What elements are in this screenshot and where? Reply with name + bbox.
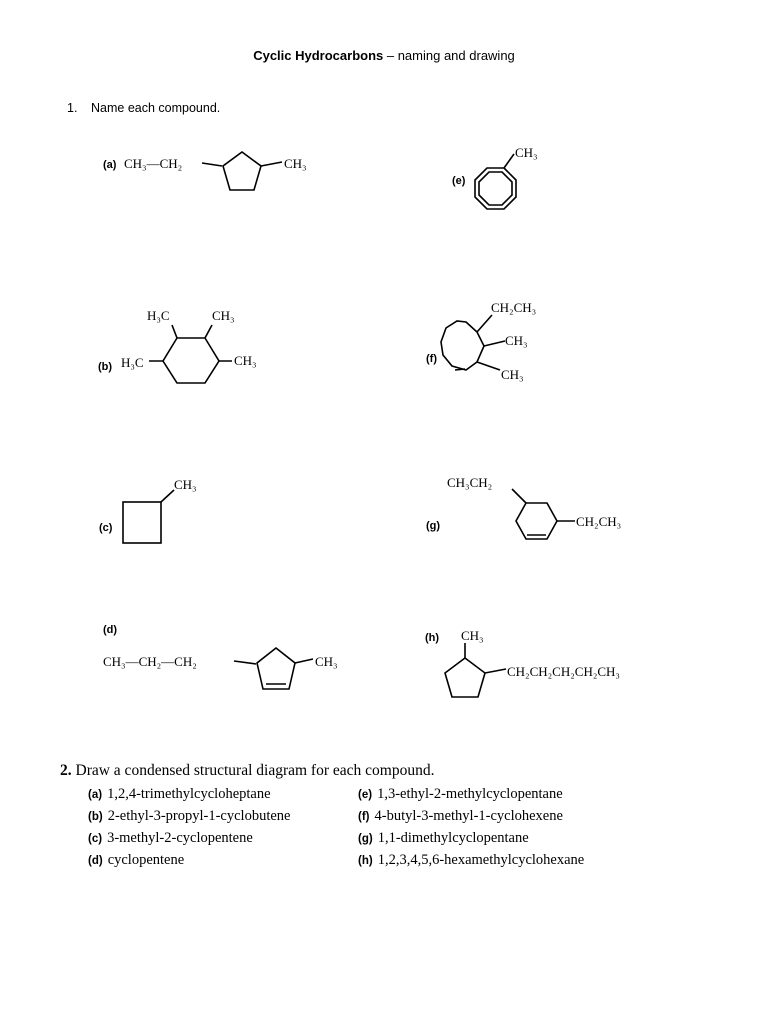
list-item — [358, 852, 688, 869]
a-left-group: CH₃—CH₂ — [124, 156, 183, 171]
item-text: 3-methyl-2-cyclopentene — [107, 830, 253, 846]
label-e: (e) — [452, 175, 466, 187]
list-item — [88, 786, 358, 803]
item-text: 1,2,3,4,5,6-hexamethylcyclohexane — [377, 852, 585, 868]
structure-f — [426, 300, 536, 382]
structure-e — [452, 145, 538, 209]
item-label: (g) — [358, 833, 373, 845]
item-text: 1,3-ethyl-2-methylcyclopentane — [377, 786, 563, 802]
item-text: cyclopentene — [107, 852, 185, 868]
g-right-group: CH₂CH₃ — [576, 514, 622, 529]
item-label: (a) — [88, 789, 103, 801]
label-b: (b) — [98, 361, 113, 373]
b-h3c-top: H₃C — [147, 308, 170, 323]
b-cyclohexane-ring — [163, 338, 219, 383]
question-2-number: 2. — [60, 762, 72, 779]
item-text: 4-butyl-3-methyl-1-cyclohexene — [374, 808, 563, 824]
label-f: (f) — [426, 353, 437, 365]
item-text: 1,1-dimethylcyclopentane — [377, 830, 529, 846]
structure-c — [99, 477, 197, 543]
item-label: (f) — [358, 811, 370, 823]
label-g: (g) — [426, 520, 441, 532]
d-right-group: CH₃ — [315, 654, 338, 669]
c-cyclobutane-ring — [123, 502, 161, 543]
item-text: 2-ethyl-3-propyl-1-cyclobutene — [107, 808, 291, 824]
label-a: (a) — [103, 159, 117, 171]
structure-g — [426, 475, 621, 539]
list-item — [358, 808, 688, 825]
h-cyclopentane-ring — [445, 658, 485, 697]
question-1-number: 1. — [67, 101, 78, 115]
label-c: (c) — [99, 522, 113, 534]
b-ch3-right: CH₃ — [234, 353, 257, 368]
g-left-group: CH₃CH₂ — [447, 475, 493, 490]
list-item — [88, 830, 358, 847]
h-right-group: CH₂CH₂CH₂CH₂CH₃ — [507, 664, 620, 679]
a-cyclopentane-ring — [223, 152, 261, 190]
question-2-heading — [60, 762, 760, 780]
f-ch2ch3: CH₂CH₃ — [491, 300, 537, 315]
e-ch3: CH₃ — [515, 145, 538, 160]
label-h: (h) — [425, 632, 440, 644]
title-bold: Cyclic Hydrocarbons — [253, 48, 384, 63]
h-ch3-top: CH₃ — [461, 628, 484, 643]
structure-d — [103, 624, 338, 689]
label-d: (d) — [103, 624, 118, 636]
g-cyclohexene-ring — [516, 503, 557, 539]
list-item — [88, 852, 358, 869]
list-item — [358, 830, 688, 847]
question-1-prompt: Name each compound. — [91, 101, 221, 115]
c-ch3: CH₃ — [174, 477, 197, 492]
a-right-group: CH₃ — [284, 156, 307, 171]
question-2-list — [88, 786, 760, 869]
structure-h — [425, 628, 620, 697]
question-2-prompt: Draw a condensed structural diagram for each compound. — [75, 762, 435, 779]
item-label: (h) — [358, 855, 373, 867]
f-ch3-mid: CH₃ — [505, 333, 528, 348]
question-2 — [60, 762, 760, 869]
title-rest: – naming and drawing — [383, 48, 515, 63]
list-item — [358, 786, 688, 803]
item-label: (d) — [88, 855, 103, 867]
item-label: (e) — [358, 789, 373, 801]
b-h3c-left: H₃C — [121, 355, 144, 370]
d-cyclopentene-ring — [257, 648, 295, 689]
b-ch3-top: CH₃ — [212, 308, 235, 323]
structure-a — [103, 152, 307, 190]
list-item — [88, 808, 358, 825]
item-text: 1,2,4-trimethylcycloheptane — [107, 786, 271, 802]
f-ch3-low: CH₃ — [501, 367, 524, 382]
e-cyclooctane-ring — [475, 168, 516, 209]
d-left-group: CH₃—CH₂—CH₂ — [103, 654, 197, 669]
item-label: (b) — [88, 811, 103, 823]
item-label: (c) — [88, 833, 103, 845]
structure-b — [98, 308, 257, 383]
